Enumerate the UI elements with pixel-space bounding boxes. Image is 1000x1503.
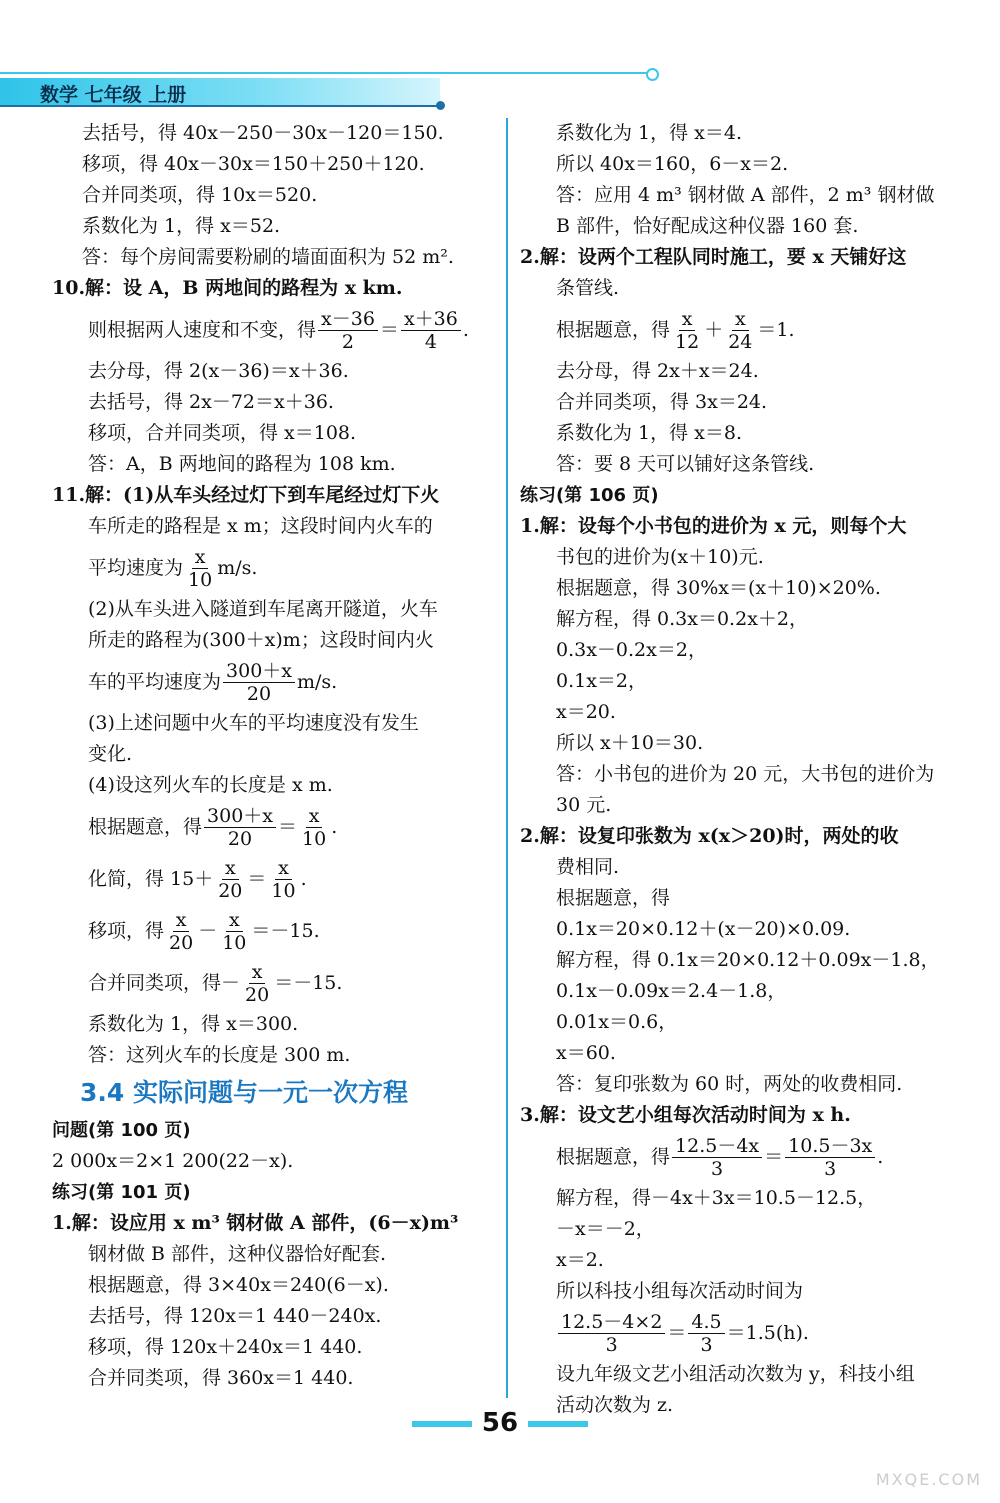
text-line: x＝2.: [556, 1249, 604, 1271]
subsection-heading: 练习(第 106 页): [520, 485, 659, 506]
denominator: 20: [246, 682, 272, 705]
text-line: 根据题意，得 30%x＝(x＋10)×20%.: [556, 577, 881, 599]
minus-sign: －: [198, 919, 218, 942]
equation-line: 根据题意，得 $\frac{12.5-4x}{3}$ ＝ $\frac{10.5-3x}{3}$ .: [556, 1134, 884, 1180]
denominator: 10: [271, 879, 296, 902]
fraction: [672, 308, 702, 353]
text-line: (4)设这列火车的长度是 x m.: [88, 774, 333, 796]
text-line: 所以 40x＝160，6－x＝2.: [556, 153, 789, 175]
question-1-heading: 1.解：设每个小书包的进价为 x 元，则每个大: [520, 515, 907, 537]
fraction: [204, 805, 276, 850]
plus-sign: ＋: [704, 318, 724, 341]
text-line: 移项，合并同类项，得 x＝108.: [88, 422, 357, 444]
numerator: x: [732, 308, 749, 331]
section-title: 3.4 实际问题与一元一次方程: [80, 1078, 408, 1107]
text-line: 去括号，得 40x－250－30x－120＝150.: [82, 122, 444, 144]
denominator: 20: [245, 983, 270, 1006]
page-number-text: 56: [481, 1408, 519, 1438]
equation-line: [52, 656, 492, 708]
numerator: x: [226, 909, 243, 932]
equation-line: [520, 1307, 960, 1359]
text-line: 0.1x＝2，: [556, 670, 648, 692]
fraction: [688, 1311, 724, 1356]
denominator: 3: [824, 1157, 837, 1180]
numerator: x: [306, 805, 323, 828]
equation-prefix: 移项，得: [88, 919, 165, 942]
numerator: 12.5－4x: [672, 1135, 762, 1158]
denominator: 3: [605, 1333, 618, 1356]
equation-prefix: 车的平均速度为: [88, 670, 222, 693]
fraction: [725, 308, 755, 353]
fraction: [242, 961, 272, 1006]
page-number-ornament: [412, 1421, 472, 1427]
text-line: 所走的路程为(300＋x)m；这段时间内火: [88, 629, 434, 651]
denominator: 20: [218, 879, 243, 902]
question-3-heading: 3.解：设文艺小组每次活动时间为 x h.: [520, 1104, 851, 1126]
text-line: 答：要 8 天可以铺好这条管线.: [556, 453, 815, 475]
equals-sign: ＝: [667, 1321, 687, 1344]
page-number-ornament: [528, 1421, 588, 1427]
numerator: x: [173, 909, 190, 932]
text-line: 去分母，得 2(x－36)＝x＋36.: [88, 360, 349, 382]
text-line: 解方程，得－4x＋3x＝10.5－12.5，: [556, 1187, 877, 1209]
text-line: 书包的进价为(x＋10)元.: [556, 546, 764, 568]
subsection-heading: 问题(第 100 页): [52, 1120, 191, 1141]
numerator: 10.5－3x: [785, 1135, 875, 1158]
text-line: 解方程，得 0.3x＝0.2x＋2，: [556, 608, 808, 630]
subsection-heading: 练习(第 101 页): [52, 1182, 191, 1203]
equation-line: 化简，得 15＋ $\frac{x}{20}$ ＝ $\frac{x}{10}$ .: [88, 856, 307, 902]
denominator: 4: [424, 330, 437, 353]
text-line: 钢材做 B 部件，这种仪器恰好配套.: [88, 1243, 387, 1265]
equation-suffix: ＝－15.: [274, 971, 343, 994]
fraction: [223, 660, 295, 705]
text-line: 设九年级文艺小组活动次数为 y，科技小组: [556, 1363, 915, 1385]
text-line: －x＝－2，: [556, 1218, 655, 1240]
left-column: [52, 118, 492, 1394]
text-line: 系数化为 1，得 x＝52.: [82, 215, 281, 237]
text-line: 合并同类项，得 10x＝520.: [82, 184, 318, 206]
equation-prefix: 则根据两人速度和不变，得: [88, 318, 317, 341]
header-rule-end-dot: [646, 68, 659, 81]
header-rule: [0, 72, 648, 74]
equals-sign: ＝: [247, 867, 267, 890]
text-line: (2)从车头进入隧道到车尾离开隧道，火车: [88, 598, 438, 620]
fraction: [672, 1135, 762, 1180]
text-line: 答：复印张数为 60 时，两处的收费相同.: [556, 1073, 903, 1095]
fraction: [166, 909, 196, 954]
text-line: 0.1x＝20×0.12＋(x－20)×0.09.: [556, 918, 851, 940]
question-10-heading: 10.解：设 A，B 两地间的路程为 x km.: [52, 277, 403, 299]
numerator: 4.5: [688, 1311, 724, 1334]
right-column: [520, 118, 960, 1421]
numerator: x: [679, 308, 696, 331]
equals-sign: ＝: [278, 815, 298, 838]
text-line: 答：应用 4 m³ 钢材做 A 部件，2 m³ 钢材做: [556, 184, 935, 206]
text-line: 0.1x－0.09x＝2.4－1.8，: [556, 980, 787, 1002]
text-line: 系数化为 1，得 x＝8.: [556, 422, 743, 444]
header-underline-dot: [436, 101, 445, 110]
fraction: [318, 308, 378, 353]
denominator: 3: [711, 1157, 724, 1180]
denominator: 24: [728, 330, 753, 353]
numerator: x: [275, 857, 292, 880]
equation-line: 则根据两人速度和不变，得 $\frac{x-36}{2}$ ＝ $\frac{x+36}{4}$ .: [88, 307, 469, 353]
equals-sign: ＝: [764, 1145, 784, 1168]
text-line: 合并同类项，得 360x＝1 440.: [88, 1367, 354, 1389]
numerator: x－36: [318, 308, 378, 331]
text-line: 答：这列火车的长度是 300 m.: [88, 1044, 351, 1066]
numerator: x: [222, 857, 239, 880]
text-line: 根据题意，得: [556, 887, 671, 909]
text-line: 所以 x＋10＝30.: [556, 732, 704, 754]
equation-line: [52, 905, 492, 957]
equals-sign: ＝: [379, 318, 399, 341]
equation-suffix: ＝1.5(h).: [726, 1321, 809, 1344]
text-line: 系数化为 1，得 x＝300.: [88, 1013, 299, 1035]
text-line: 答：小书包的进价为 20 元，大书包的进价为: [556, 763, 935, 785]
text-line: 移项，得 120x＋240x＝1 440.: [88, 1336, 363, 1358]
fraction: [299, 805, 329, 850]
denominator: 12: [675, 330, 700, 353]
text-line: 答：A，B 两地间的路程为 108 km.: [88, 453, 396, 475]
text-line: 变化.: [88, 743, 133, 765]
text-line: 根据题意，得 3×40x＝240(6－x).: [88, 1274, 389, 1296]
text-line: (3)上述问题中火车的平均速度没有发生: [88, 712, 419, 734]
fraction: [268, 857, 298, 902]
numerator: 300＋x: [223, 660, 295, 683]
text-line: B 部件，恰好配成这种仪器 160 套.: [556, 215, 859, 237]
denominator: 20: [227, 827, 253, 850]
text-line: 费相同.: [556, 856, 620, 878]
text-line: x＝20.: [556, 701, 616, 723]
text-line: 车所走的路程是 x m；这段时间内火车的: [88, 515, 433, 537]
text-line: 0.3x－0.2x＝2，: [556, 639, 707, 661]
denominator: 20: [169, 931, 194, 954]
text-line: 移项，得 40x－30x＝150＋250＋120.: [82, 153, 425, 175]
denominator: 10: [188, 568, 213, 591]
text-line: 活动次数为 z.: [556, 1394, 674, 1416]
column-divider: [506, 118, 508, 1398]
fraction: [558, 1311, 665, 1356]
denominator: 10: [222, 931, 247, 954]
numerator: x: [249, 961, 266, 984]
equation-prefix: 根据题意，得: [556, 1145, 671, 1168]
equation-prefix: 化简，得 15＋: [88, 867, 214, 890]
text-line: 所以科技小组每次活动时间为: [556, 1280, 804, 1302]
fraction: [785, 1135, 875, 1180]
text-line: 0.01x＝0.6，: [556, 1011, 678, 1033]
equation-suffix: ＝－15.: [251, 919, 320, 942]
text-line: 2 000x＝2×1 200(22－x).: [52, 1150, 294, 1172]
text-line: 合并同类项，得 3x＝24.: [556, 391, 768, 413]
denominator: 3: [700, 1333, 713, 1356]
book-title: 数学 七年级 上册: [40, 84, 187, 106]
text-line: 去括号，得 2x－72＝x＋36.: [88, 391, 334, 413]
page-header: [0, 60, 1000, 120]
equation-line: [52, 957, 492, 1009]
question-2-heading: 2.解：设复印张数为 x(x＞20)时，两处的收: [520, 825, 899, 847]
page-number: [0, 1408, 1000, 1438]
unit: m/s.: [217, 556, 258, 579]
question-2-heading: 2.解：设两个工程队同时施工，要 x 天铺好这: [520, 246, 907, 268]
text-line: 系数化为 1，得 x＝4.: [556, 122, 743, 144]
equation-line: [520, 304, 960, 356]
fraction: [215, 857, 245, 902]
equation-prefix: 根据题意，得: [88, 815, 203, 838]
equation-prefix: 平均速度为: [88, 556, 184, 579]
denominator: 2: [341, 330, 355, 353]
equation-suffix: ＝1.: [757, 318, 795, 341]
watermark-logo: MXQE.COM: [875, 1470, 982, 1489]
text-line: 条管线.: [556, 277, 620, 299]
fraction: [401, 308, 461, 353]
numerator: 300＋x: [204, 805, 276, 828]
text-line: 30 元.: [556, 794, 612, 816]
question-11-heading: 11.解：(1)从车头经过灯下到车尾经过灯下火: [52, 484, 440, 506]
text-line: 去括号，得 120x＝1 440－240x.: [88, 1305, 382, 1327]
equation-line: [52, 542, 492, 594]
fraction: [219, 909, 249, 954]
equation-line: 根据题意，得 $\frac{300+x}{20}$ ＝ $\frac{x}{10}$ .: [88, 804, 338, 850]
question-1-heading: 1.解：设应用 x m³ 钢材做 A 部件，(6－x)m³: [52, 1212, 459, 1234]
text-line: 去分母，得 2x＋x＝24.: [556, 360, 759, 382]
text-line: 答：每个房间需要粉刷的墙面面积为 52 m².: [82, 246, 454, 268]
numerator: 12.5－4×2: [558, 1311, 665, 1334]
text-line: 解方程，得 0.1x＝20×0.12＋0.09x－1.8，: [556, 949, 940, 971]
numerator: x: [192, 546, 209, 569]
fraction: [185, 546, 215, 591]
numerator: x＋36: [401, 308, 461, 331]
denominator: 10: [302, 827, 327, 850]
equation-prefix: 合并同类项，得－: [88, 971, 241, 994]
unit: m/s.: [297, 670, 338, 693]
equation-prefix: 根据题意，得: [556, 318, 671, 341]
text-line: x＝60.: [556, 1042, 616, 1064]
